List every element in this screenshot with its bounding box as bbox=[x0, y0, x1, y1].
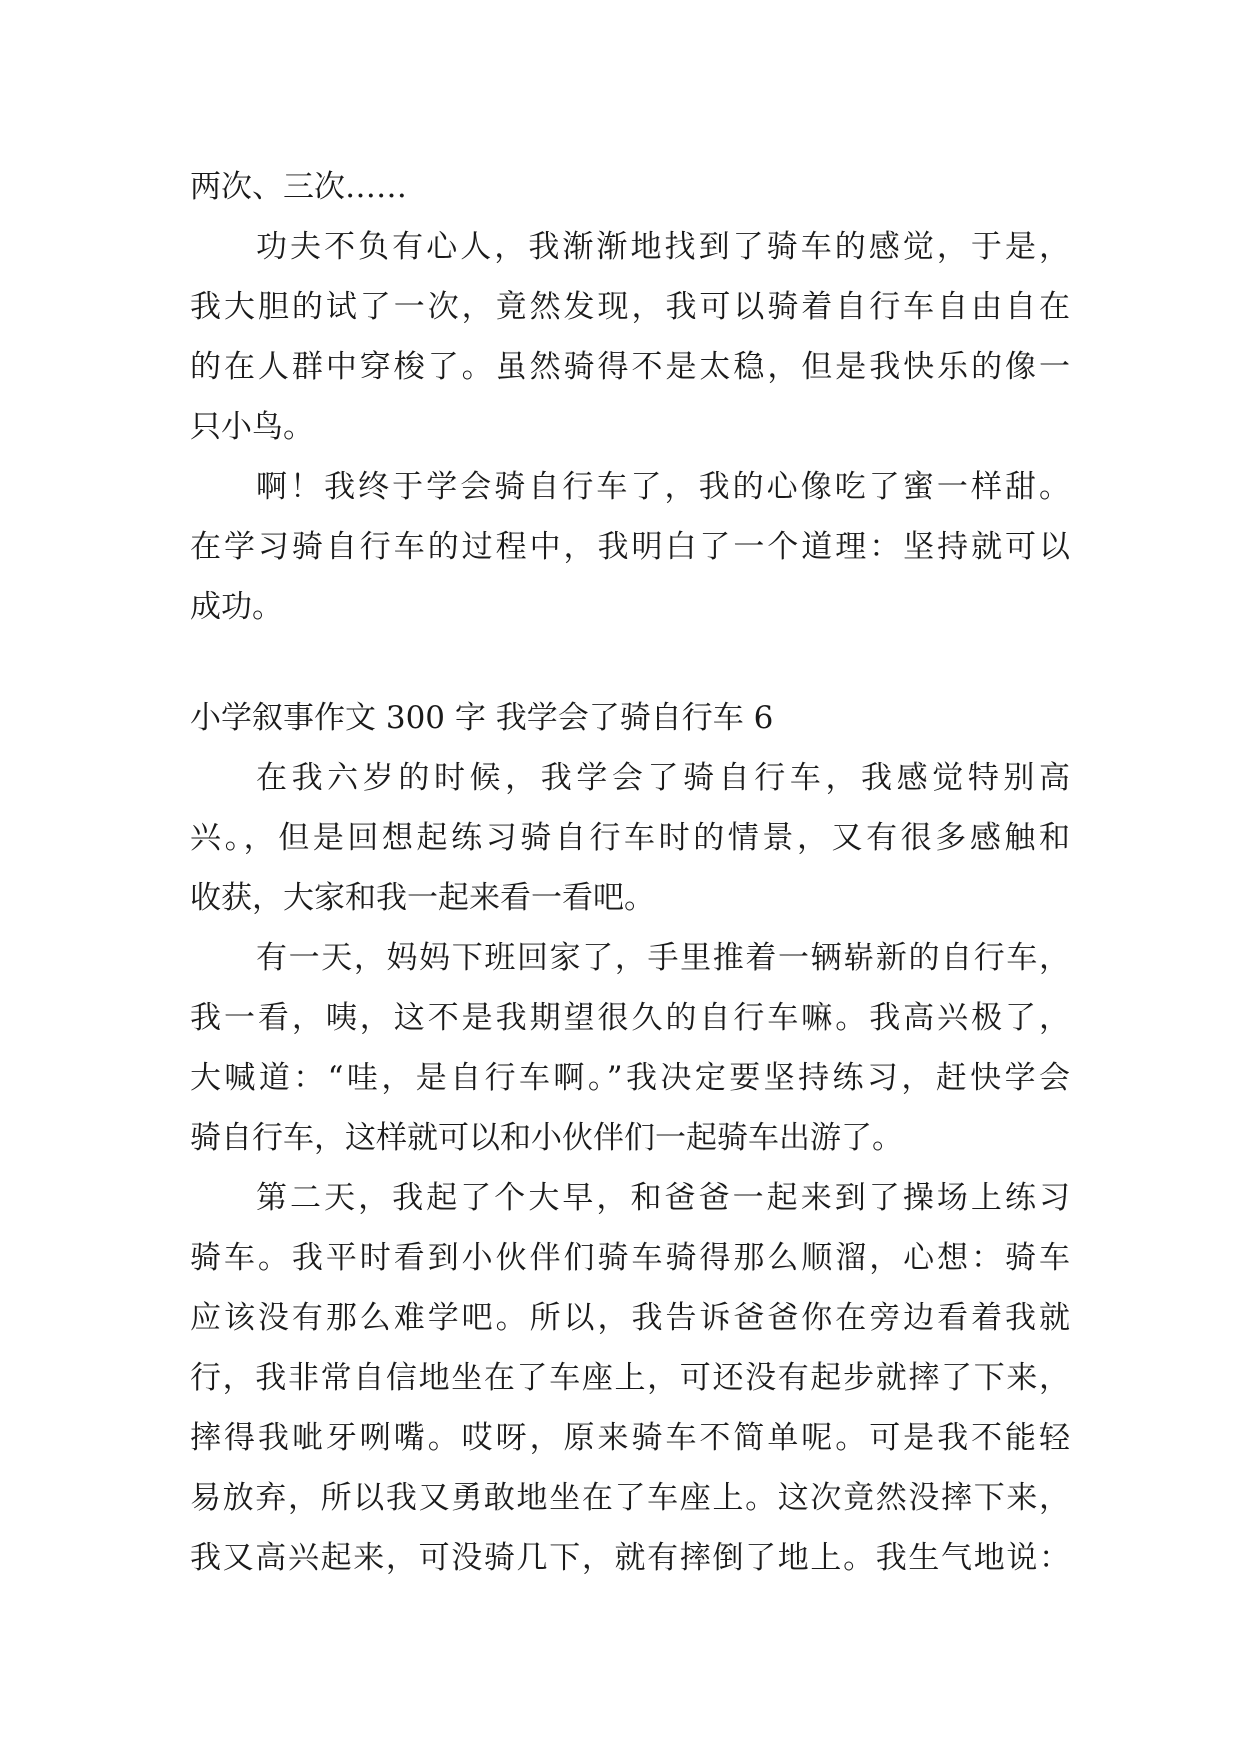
section-2-text bbox=[190, 748, 1070, 1588]
text-line: 大喊道：“哇，是自行车啊。”我决定要坚持练习，赶快学会 bbox=[190, 1060, 1070, 1096]
text-line: 第二天，我起了个大早，和爸爸一起来到了操场上练习 bbox=[256, 1180, 1070, 1216]
essay-title: 小学叙事作文 300 字 我学会了骑自行车 6 bbox=[190, 700, 774, 736]
section-1-text bbox=[190, 157, 1070, 637]
text-line: 在学习骑自行车的过程中，我明白了一个道理：坚持就可以 bbox=[190, 529, 1070, 565]
text-line: 两次、三次…… bbox=[190, 169, 407, 205]
text-line: 功夫不负有心人，我渐渐地找到了骑车的感觉，于是， bbox=[256, 229, 1070, 265]
text-line: 有一天，妈妈下班回家了，手里推着一辆崭新的自行车， bbox=[256, 940, 1070, 976]
text-line: 成功。 bbox=[190, 589, 283, 625]
text-line: 只小鸟。 bbox=[190, 409, 314, 445]
text-line: 摔得我呲牙咧嘴。哎呀，原来骑车不简单呢。可是我不能轻 bbox=[190, 1420, 1070, 1456]
text-line: 兴。，但是回想起练习骑自行车时的情景，又有很多感触和 bbox=[190, 820, 1070, 856]
text-line: 骑车。我平时看到小伙伴们骑车骑得那么顺溜，心想：骑车 bbox=[190, 1240, 1070, 1276]
text-line: 我大胆的试了一次，竟然发现，我可以骑着自行车自由自在 bbox=[190, 289, 1070, 325]
text-line: 我又高兴起来，可没骑几下，就有摔倒了地上。我生气地说： bbox=[190, 1540, 1070, 1576]
text-line: 收获，大家和我一起来看一看吧。 bbox=[190, 880, 655, 916]
text-line: 的在人群中穿梭了。虽然骑得不是太稳，但是我快乐的像一 bbox=[190, 349, 1070, 385]
text-line: 在我六岁的时候，我学会了骑自行车，我感觉特别高 bbox=[256, 760, 1070, 796]
text-line: 易放弃，所以我又勇敢地坐在了车座上。这次竟然没摔下来， bbox=[190, 1480, 1070, 1516]
text-line: 我一看，咦，这不是我期望很久的自行车嘛。我高兴极了， bbox=[190, 1000, 1070, 1036]
text-line: 行，我非常自信地坐在了车座上，可还没有起步就摔了下来， bbox=[190, 1360, 1070, 1396]
text-line: 应该没有那么难学吧。所以，我告诉爸爸你在旁边看着我就 bbox=[190, 1300, 1070, 1336]
text-line: 骑自行车，这样就可以和小伙伴们一起骑车出游了。 bbox=[190, 1120, 903, 1156]
text-line: 啊！我终于学会骑自行车了，我的心像吃了蜜一样甜。 bbox=[256, 469, 1070, 505]
